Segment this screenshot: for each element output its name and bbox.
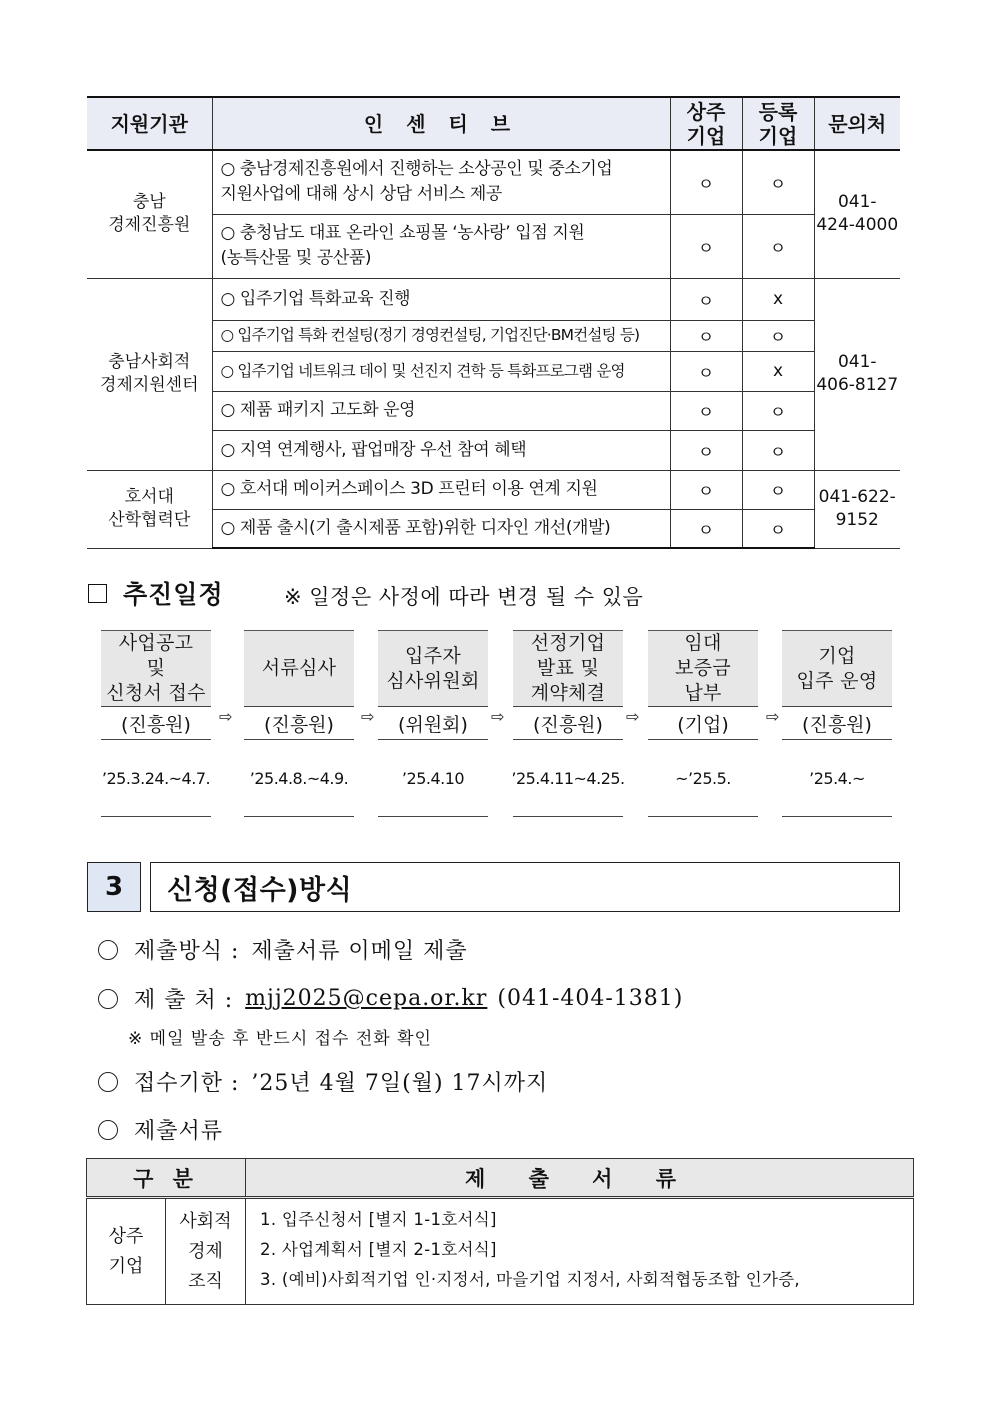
incentive-text: ○ 입주기업 특화 컨설팅(정기 경영컨설팅, 기업진단·BM컨설팅 등): [212, 320, 670, 351]
step-date: ’25.4.~: [782, 740, 892, 817]
right-arrow-icon: ⇨: [361, 707, 375, 726]
documents-label: 제출서류: [134, 1119, 224, 1144]
resident-mark: ㅇ: [670, 470, 742, 509]
contact-cell: 041- 406-8127: [814, 278, 900, 470]
step-name: 입주자 심사위원회: [378, 630, 488, 706]
documents-table: [86, 1158, 914, 1305]
incentive-text: ○ 충남경제진흥원에서 진행하는 소상공인 및 중소기업 지원사업에 대해 상시 상담 서비스 제공: [212, 150, 670, 214]
right-arrow-icon: ⇨: [219, 707, 233, 726]
step-date: ’25.3.24.~4.7.: [101, 740, 211, 817]
resident-mark: ㅇ: [670, 351, 742, 391]
step-owner: (기업): [648, 706, 758, 740]
org-cell: 호서대 산학협력단: [87, 470, 212, 548]
header-incentive: 인 센 티 브: [212, 97, 670, 150]
incentive-table: [87, 96, 900, 549]
header-registered: 등록 기업: [742, 97, 814, 150]
submission-destination: [98, 983, 683, 1014]
destination-label: 제 출 처 :: [134, 988, 234, 1013]
schedule-step: [782, 630, 892, 817]
step-date: ’25.4.10: [378, 740, 488, 817]
circle-bullet-icon: [98, 989, 118, 1009]
schedule-title: 추진일정: [123, 580, 224, 609]
step-date: ~’25.5.: [648, 740, 758, 817]
registered-mark: ㅇ: [742, 214, 814, 278]
registered-mark: ㅇ: [742, 509, 814, 548]
submission-documents: [98, 1114, 223, 1145]
schedule-step: [101, 630, 211, 817]
deadline-value: ’25년 4월 7일(월) 17시까지: [251, 1071, 549, 1096]
confirmation-note: ※ 메일 발송 후 반드시 접수 전화 확인: [128, 1029, 432, 1049]
circle-bullet-icon: [98, 1120, 118, 1140]
step-owner: (진흥원): [782, 706, 892, 740]
incentive-text: ○ 제품 출시(기 출시제품 포함)위한 디자인 개선(개발): [212, 509, 670, 548]
header-category: 구 분: [87, 1159, 246, 1198]
registered-mark: ㅇ: [742, 470, 814, 509]
schedule-step: [244, 630, 354, 817]
contact-cell: 041- 424-4000: [814, 150, 900, 278]
circle-bullet-icon: [98, 1072, 118, 1092]
incentive-text: ○ 입주기업 네트워크 데이 및 선진지 견학 등 특화프로그램 운영: [212, 351, 670, 391]
document-list: [246, 1198, 914, 1305]
org-cell: 충남사회적 경제지원센터: [87, 278, 212, 470]
schedule-step: [513, 630, 623, 817]
section-number: 3: [87, 862, 141, 912]
schedule-heading: [88, 576, 224, 610]
org-cell: 충남 경제진흥원: [87, 150, 212, 278]
incentive-text: ○ 호서대 메이커스페이스 3D 프린터 이용 연계 지원: [212, 470, 670, 509]
step-owner: (진흥원): [101, 706, 211, 740]
checkbox-square-icon: [88, 584, 107, 603]
step-name: 선정기업 발표 및 계약체결: [513, 630, 623, 706]
category-resident: 상주 기업: [87, 1198, 166, 1305]
document-item: 3. (예비)사회적기업 인·지정서, 마을기업 지정서, 사회적협동조합 인가증,: [260, 1270, 800, 1289]
section-title: 신청(접수)방식: [150, 862, 900, 912]
resident-mark: ㅇ: [670, 509, 742, 548]
incentive-text: ○ 충청남도 대표 온라인 쇼핑몰 ‘농사랑’ 입점 지원 (농특산물 및 공산품): [212, 214, 670, 278]
header-resident: 상주 기업: [670, 97, 742, 150]
resident-mark: ㅇ: [670, 391, 742, 430]
incentive-text: ○ 제품 패키지 고도화 운영: [212, 391, 670, 430]
right-arrow-icon: ⇨: [491, 707, 505, 726]
schedule-step: [648, 630, 758, 817]
resident-mark: ㅇ: [670, 430, 742, 470]
incentive-text: ○ 입주기업 특화교육 진행: [212, 278, 670, 320]
submission-deadline: [98, 1066, 548, 1097]
step-name: 사업공고 및 신청서 접수: [101, 630, 211, 706]
registered-mark: ㅇ: [742, 320, 814, 351]
email-link[interactable]: mjj2025@cepa.or.kr: [245, 986, 488, 1011]
resident-mark: ㅇ: [670, 278, 742, 320]
category-social-economy: 사회적 경제 조직: [166, 1198, 246, 1305]
right-arrow-icon: ⇨: [626, 707, 640, 726]
circle-bullet-icon: [98, 940, 118, 960]
step-name: 서류심사: [244, 630, 354, 706]
resident-mark: ㅇ: [670, 320, 742, 351]
step-date: ’25.4.11~4.25.: [513, 740, 623, 817]
step-owner: (진흥원): [513, 706, 623, 740]
method-value: 제출서류 이메일 제출: [251, 939, 468, 964]
document-item: 2. 사업계획서 [별지 2-1호서식]: [260, 1240, 497, 1259]
header-contact: 문의처: [814, 97, 900, 150]
schedule-step: [378, 630, 488, 817]
header-org: 지원기관: [87, 97, 212, 150]
deadline-label: 접수기한 :: [134, 1071, 240, 1096]
document-item: 1. 입주신청서 [별지 1-1호서식]: [260, 1210, 497, 1229]
registered-mark: ㅇ: [742, 430, 814, 470]
schedule-note: ※ 일정은 사정에 따라 변경 될 수 있음: [284, 585, 644, 609]
registered-mark: x: [742, 278, 814, 320]
step-owner: (위원회): [378, 706, 488, 740]
registered-mark: ㅇ: [742, 391, 814, 430]
step-name: 기업 입주 운영: [782, 630, 892, 706]
right-arrow-icon: ⇨: [766, 707, 780, 726]
incentive-text: ○ 지역 연계행사, 팝업매장 우선 참여 혜택: [212, 430, 670, 470]
header-documents: 제 출 서 류: [246, 1159, 914, 1198]
registered-mark: ㅇ: [742, 150, 814, 214]
phone-number: (041-404-1381): [497, 986, 684, 1011]
step-owner: (진흥원): [244, 706, 354, 740]
step-name: 임대 보증금 납부: [648, 630, 758, 706]
method-label: 제출방식 :: [134, 939, 240, 964]
resident-mark: ㅇ: [670, 214, 742, 278]
submission-method: [98, 934, 468, 965]
resident-mark: ㅇ: [670, 150, 742, 214]
registered-mark: x: [742, 351, 814, 391]
step-date: ’25.4.8.~4.9.: [244, 740, 354, 817]
contact-cell: 041-622- 9152: [814, 470, 900, 548]
